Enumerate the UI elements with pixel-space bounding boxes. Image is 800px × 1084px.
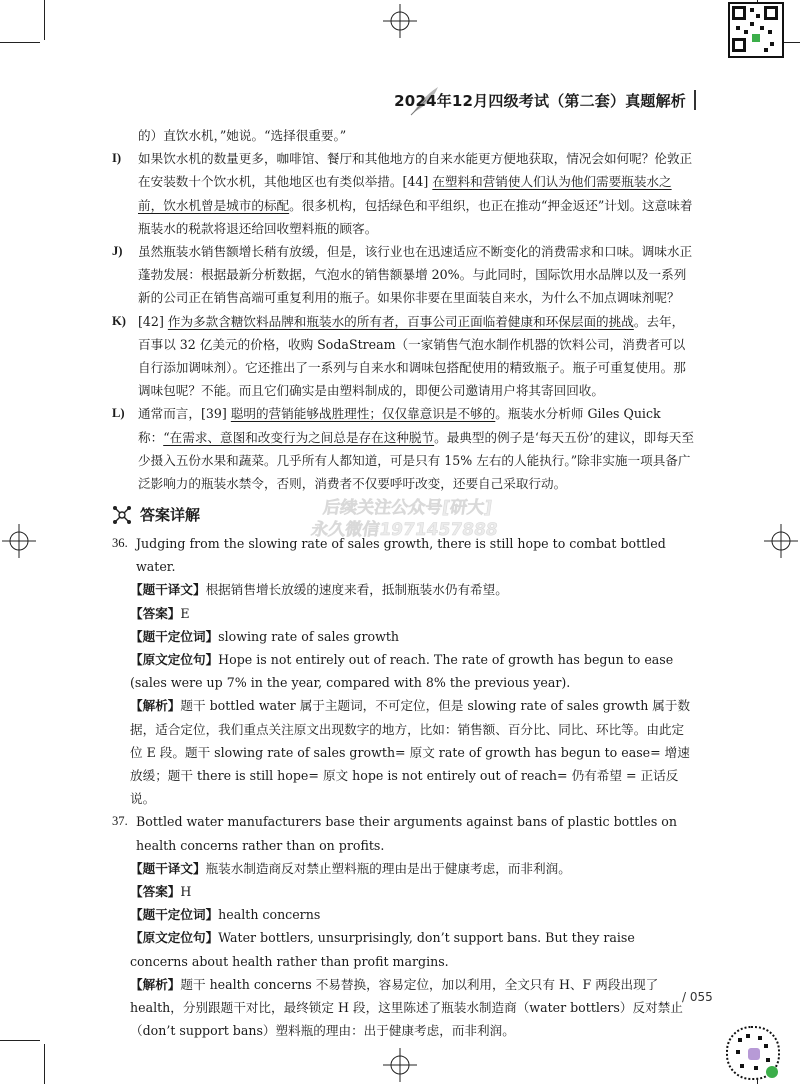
green-badge-icon <box>766 1066 778 1078</box>
question-number: 36. <box>112 536 128 550</box>
answer-item <box>130 880 694 903</box>
page-number: / 055 <box>682 990 713 1004</box>
watermark-line-1: 后续关注公众号[研大] <box>321 498 494 518</box>
question-number: 37. <box>112 814 128 829</box>
answer-item-label: 【原文定位句】 <box>130 652 219 668</box>
answer-item-text: 题干 bottled water 属于主题词，不可定位，但是 slowing rate of sales growth 属于数据，适合定位，我们重点关注原文出现数字的地方，比如：销售额、百分比、同比、环比等。由此定位 E 段。题干 slowing rate of sales growth= 原文 rate of growth has begun to ease= 增速放缓；题干 there is still hope= 原文 hope is not entirely out of reach= 仍有希望 = 正话反说。 <box>130 698 691 807</box>
paragraph-text: 。最典型的例子是‘每天五份’的建议，即每天至少摄入五份水果和蔬菜。几乎所有人都知道，可是只有 15% 左右的人能执行。”除非实施一项具备广泛影响力的瓶装水禁令，否则，消费者不仅要呼吁改变，还要自己采取行动。 <box>138 429 694 492</box>
answer-item-text: 根据销售增长放缓的速度来看，抵制瓶装水仍有希望。 <box>205 582 508 598</box>
answer-item-text: H <box>180 884 192 900</box>
underlined-text: 聪明的营销能够战胜理性；仅仅靠意识是不够的 <box>230 406 496 422</box>
crop-mark-bottom-left-v <box>44 1044 45 1084</box>
paragraph-tag: K) <box>112 313 126 328</box>
answer-item-text: 瓶装水制造商反对禁止塑料瓶的理由是出于健康考虑，而非利润。 <box>205 860 571 876</box>
passage-paragraph <box>112 310 694 403</box>
answer-item-label: 【题干译文】 <box>130 582 206 598</box>
answer-item-text: health concerns <box>218 907 321 923</box>
paragraph-text: 。瓶装水分析师 Giles Quick 称： <box>138 406 661 445</box>
answer-item <box>130 694 694 810</box>
passage-paragraph <box>112 124 694 147</box>
answer-item-label: 【题干定位词】 <box>130 907 219 923</box>
answer-item-text: slowing rate of sales growth <box>218 628 400 644</box>
paragraph-tag: I) <box>112 151 122 166</box>
answer-item <box>130 602 694 625</box>
answer-item-label: 【题干定位词】 <box>130 628 219 644</box>
answer-item-label: 【解析】 <box>130 698 181 714</box>
passage-paragraph <box>112 402 694 495</box>
answer-item-text: Water bottlers, unsurprisingly, don’t support bans. But they raise concerns about health rather than profit margins. <box>130 930 635 969</box>
answers-list <box>112 532 694 1042</box>
registration-mark-right <box>764 524 798 558</box>
paragraph-text: 。去年，百事以 32 亿美元的价格，收购 SodaStream（一家销售气泡水制作机器的饮料公司，消费者可以自行添加调味剂）。它还推出了一系列与自来水和调味包搭配使用的精致瓶子。瓶子可重复使用。那调味包呢？不能。而且它们确实是由塑料制成的，即便公司邀请用户将其寄回回收。 <box>138 313 686 399</box>
answer-item <box>130 625 694 648</box>
paragraph-text: 通常而言，[39] <box>138 406 231 422</box>
answer-item-label: 【答案】 <box>130 884 181 900</box>
paragraph-text: 虽然瓶装水销售额增长稍有放缓，但是，该行业也在迅速适应不断变化的消费需求和口味。调味水正蓬勃发展：根据最新分析数据，气泡水的销售额暴增 20%。与此同时，国际饮用水品牌以及一系列新的公司正在销售高端可重复利用的瓶子。如果你非要在里面装自来水，为什么不加点调味剂呢？ <box>138 244 693 306</box>
paragraph-text: [42] <box>138 313 168 329</box>
registration-mark-bottom <box>383 1048 417 1082</box>
paragraph-text: 。很多机构，包括绿色和平组织，也正在推动“押金返还”计划。这意味着瓶装水的税款将退还给回收塑料瓶的顾客。 <box>138 197 693 236</box>
passage-paragraph <box>112 240 694 310</box>
header-title: 2024年12月四级考试（第二套）真题解析 <box>394 92 686 110</box>
section-title: 答案详解 <box>140 506 201 524</box>
watermark-line-2: 永久微信1971457888 <box>309 520 500 540</box>
crop-mark-top-left-v <box>44 0 45 40</box>
answer-item-label: 【原文定位句】 <box>130 930 219 946</box>
answer-item <box>130 648 694 694</box>
underlined-text: 在塑料和营销使人们认为他们需要瓶装水之前，饮水机曾是城市的标配 <box>138 174 672 213</box>
underlined-text: “在需求、意图和改变行为之间总是存在这种脱节 <box>163 429 435 445</box>
qr-code-top <box>728 2 784 58</box>
question-block <box>112 532 694 810</box>
crop-mark-bottom-left-h <box>0 1040 40 1041</box>
passage-paragraph <box>112 147 694 240</box>
answer-item-text: E <box>180 605 190 621</box>
question-stem: Judging from the slowing rate of sales growth, there is still hope to combat bottled water. <box>136 536 666 575</box>
question-block <box>112 810 694 1042</box>
answer-item-text: 题干 health concerns 不易替换，容易定位，加以利用，全文只有 H、F 两段出现了 health，分别跟题干对比，最终锁定 H 段，这里陈述了瓶装水制造商（water bottlers）反对禁止（don’t support bans）塑料瓶的理由：出于健康考虑，而非利润。 <box>130 976 683 1039</box>
header-divider <box>694 90 696 110</box>
question-stem: Bottled water manufacturers base their arguments against bans of plastic bottles on health concerns rather than on profits. <box>136 814 678 853</box>
paragraph-tag: J) <box>112 244 123 259</box>
paragraph-text: 的）直饮水机，”她说。“选择很重要。” <box>138 128 347 143</box>
answer-item <box>130 903 694 926</box>
passage-section <box>112 124 694 495</box>
registration-mark-left <box>2 524 36 558</box>
answer-item <box>130 926 694 972</box>
answer-item-label: 【解析】 <box>130 976 181 992</box>
page-header <box>394 84 700 118</box>
paragraph-text: 如果饮水机的数量更多，咖啡馆、餐厅和其他地方的自来水能更方便地获取，情况会如何呢？伦敦正在安装数十个饮水机，其他地区也有类似举措。[44] <box>138 151 693 190</box>
network-icon <box>112 505 132 525</box>
answer-item-label: 【题干译文】 <box>130 860 206 876</box>
underlined-text: 作为多款含糖饮料品牌和瓶装水的所有者，百事公司正面临着健康和环保层面的挑战 <box>167 313 634 329</box>
registration-mark-top <box>383 4 417 38</box>
crop-mark-top-left-h <box>0 42 40 43</box>
answer-item <box>130 973 694 1043</box>
paragraph-tag: L) <box>112 406 125 421</box>
answer-item-text: Hope is not entirely out of reach. The rate of growth has begun to ease (sales were up 7% in the year, compared with 8% the previous year). <box>130 652 674 691</box>
answer-item <box>130 857 694 880</box>
answer-item <box>130 578 694 601</box>
answers-section-header <box>112 504 200 525</box>
answer-item-label: 【答案】 <box>130 605 181 621</box>
